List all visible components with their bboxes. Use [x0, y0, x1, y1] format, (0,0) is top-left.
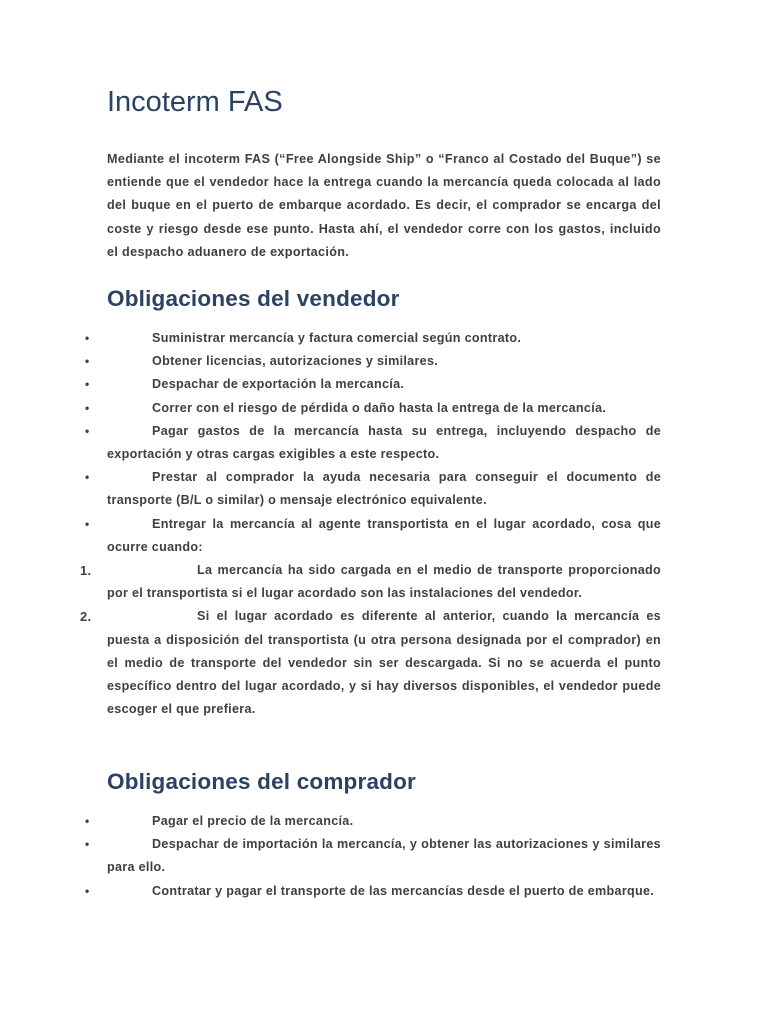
- list-item-text: La mercancía ha sido cargada en el medio de transporte proporcionado por el transportista si el lugar acordado son las instalaciones del vendedor.: [107, 563, 661, 601]
- numbered-list-item: [0, 559, 661, 605]
- list-item-text: Despachar de importación la mercancía, y obtener las autorizaciones y similares para ello.: [107, 837, 661, 875]
- list-item: [0, 833, 661, 879]
- list-item-text: Correr con el riesgo de pérdida o daño hasta la entrega de la mercancía.: [152, 400, 607, 415]
- bullet-marker: •: [85, 377, 90, 392]
- number-marker: 1.: [80, 563, 92, 579]
- list-item: [0, 810, 661, 833]
- list-item: [0, 327, 661, 350]
- bullet-marker: •: [85, 837, 90, 852]
- seller-obligations-heading: Obligaciones del vendedor: [107, 286, 400, 311]
- numbered-list-item: [0, 605, 661, 721]
- list-item-text: Contratar y pagar el transporte de las mercancías desde el puerto de embarque.: [152, 883, 655, 898]
- list-item-text: Despachar de exportación la mercancía.: [152, 377, 405, 392]
- bullet-marker: •: [85, 354, 90, 369]
- bullet-marker: •: [85, 470, 90, 485]
- list-item: [0, 397, 661, 420]
- list-item-text: Obtener licencias, autorizaciones y similares.: [152, 354, 439, 369]
- buyer-obligations-list: [0, 810, 768, 903]
- list-item: [0, 373, 661, 396]
- list-item: [0, 420, 661, 466]
- list-item: [0, 466, 661, 512]
- number-marker: 2.: [80, 609, 92, 625]
- document-title: Incoterm FAS: [107, 86, 283, 118]
- bullet-marker: •: [85, 516, 90, 531]
- bullet-marker: •: [85, 423, 90, 438]
- list-item: [0, 350, 661, 373]
- list-item: [0, 880, 661, 903]
- list-item-text: Si el lugar acordado es diferente al anterior, cuando la mercancía es puesta a disposición del transportista (u otra persona designada por el comprador) en el medio de transporte del vendedor sin ser descargada. Si no se acuerda el punto específico dentro del lugar acordado, y si hay diversos disponibles, el vendedor puede escoger el que prefiera.: [107, 609, 661, 717]
- bullet-marker: •: [85, 331, 90, 345]
- bullet-marker: •: [85, 814, 90, 828]
- list-item-text: Prestar al comprador la ayuda necesaria para conseguir el documento de transporte (B/L o similar) o mensaje electrónico equivalente.: [107, 470, 661, 508]
- list-item-text: Pagar el precio de la mercancía.: [152, 814, 354, 828]
- intro-paragraph: Mediante el incoterm FAS (“Free Alongside Ship” o “Franco al Costado del Buque”) se entiende que el vendedor hace la entrega cuando la mercancía queda colocada al lado del buque en el puerto de embarque acordado. Es decir, el comprador se encarga del coste y riesgo desde ese punto. Hasta ahí, el vendedor corre con los gastos, incluido el despacho aduanero de exportación.: [107, 152, 661, 259]
- list-item-text: Entregar la mercancía al agente transportista en el lugar acordado, cosa que ocurre cuando:: [107, 516, 661, 554]
- list-item-text: Suministrar mercancía y factura comercial según contrato.: [152, 331, 522, 345]
- bullet-marker: •: [85, 883, 90, 898]
- list-item: [0, 513, 661, 559]
- list-item-text: Pagar gastos de la mercancía hasta su entrega, incluyendo despacho de exportación y otras cargas exigibles a este respecto.: [107, 423, 661, 462]
- bullet-marker: •: [85, 400, 90, 415]
- buyer-obligations-heading: Obligaciones del comprador: [107, 769, 417, 794]
- seller-obligations-list: [0, 327, 768, 721]
